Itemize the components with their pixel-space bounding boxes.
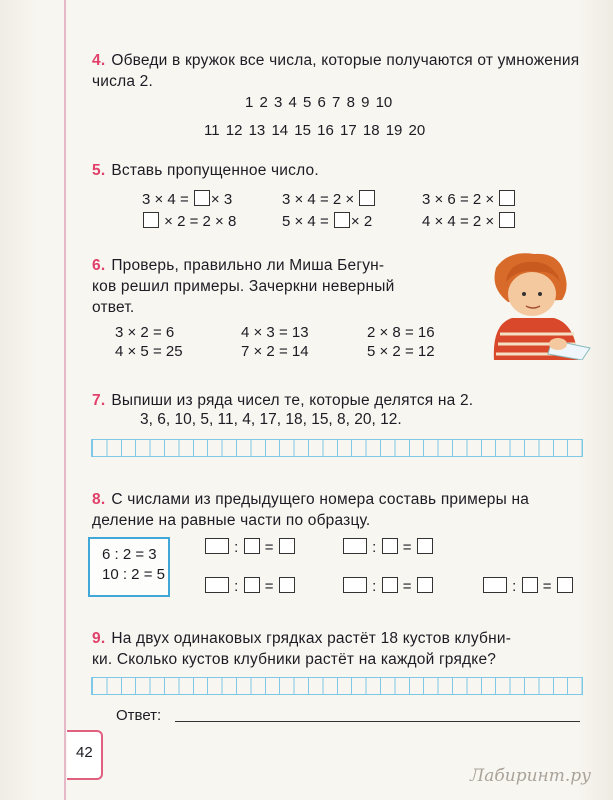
answer-box[interactable] bbox=[522, 577, 538, 593]
division-template: : = bbox=[482, 577, 574, 595]
answer-line[interactable] bbox=[175, 721, 580, 722]
task-4-row-1: 1 2 3 4 5 6 7 8 9 10 bbox=[245, 94, 393, 111]
task-4-number: 4. bbox=[92, 52, 106, 69]
answer-box[interactable] bbox=[343, 538, 367, 554]
task-5-example-2: 3 × 4 = 2 × bbox=[282, 190, 376, 208]
task-5-text: 5. Вставь пропущенное число. bbox=[92, 162, 319, 179]
task-6-example[interactable]: 4 × 5 = 25 bbox=[115, 343, 183, 360]
answer-box[interactable] bbox=[334, 212, 350, 228]
task-6-example[interactable]: 5 × 2 = 12 bbox=[367, 343, 435, 360]
page-number: 42 bbox=[76, 744, 93, 761]
sample-box: 6 : 2 = 3 10 : 2 = 5 bbox=[88, 537, 170, 597]
task-6-example[interactable]: 4 × 3 = 13 bbox=[241, 324, 309, 341]
task-6-example[interactable]: 3 × 2 = 6 bbox=[115, 324, 175, 341]
task-5-example-1: 3 × 4 = × 3 bbox=[142, 191, 233, 208]
answer-label: Ответ: bbox=[116, 707, 162, 724]
division-template: : = bbox=[204, 538, 296, 556]
answer-box[interactable] bbox=[483, 577, 507, 593]
answer-box[interactable] bbox=[499, 190, 515, 206]
boy-illustration bbox=[478, 248, 596, 360]
answer-box[interactable] bbox=[382, 538, 398, 554]
task-5-example-3: 3 × 6 = 2 × bbox=[422, 190, 516, 208]
answer-box[interactable] bbox=[205, 577, 229, 593]
task-5-example-6: 4 × 4 = 2 × bbox=[422, 212, 516, 230]
answer-box[interactable] bbox=[244, 538, 260, 554]
answer-box[interactable] bbox=[557, 577, 573, 593]
task-5-number: 5. bbox=[92, 162, 106, 179]
task-6-example[interactable]: 7 × 2 = 14 bbox=[241, 343, 309, 360]
task-6-example[interactable]: 2 × 8 = 16 bbox=[367, 324, 435, 341]
answer-box[interactable] bbox=[417, 538, 433, 554]
task-5-example-5: 5 × 4 = × 2 bbox=[282, 213, 373, 230]
watermark: Лабиринт.ру bbox=[470, 766, 591, 786]
task-9-text: 9. На двух одинаковых грядках растёт 18 кустов клубни- ки. Сколько кустов клубники растёт на каждой грядке? bbox=[92, 630, 512, 668]
task-4-text: 4. Обведи в кружок все числа, которые получаются от умножения числа 2. bbox=[92, 52, 580, 90]
margin-line bbox=[64, 0, 66, 800]
task-8-number: 8. bbox=[92, 491, 106, 508]
answer-box[interactable] bbox=[279, 538, 295, 554]
task-8-text: 8. С числами из предыдущего номера составь примеры на деление на равные части по образцу. bbox=[92, 491, 530, 529]
task-7-text: 7. Выпиши из ряда чисел те, которые делятся на 2. bbox=[92, 392, 474, 409]
answer-box[interactable] bbox=[244, 577, 260, 593]
answer-box[interactable] bbox=[417, 577, 433, 593]
answer-grid[interactable] bbox=[91, 439, 583, 457]
division-template: : = bbox=[204, 577, 296, 595]
task-4-row-2: 11 12 13 14 15 16 17 18 19 20 bbox=[204, 122, 426, 139]
answer-box[interactable] bbox=[279, 577, 295, 593]
task-9-number: 9. bbox=[92, 630, 106, 647]
answer-box[interactable] bbox=[194, 190, 210, 206]
answer-box[interactable] bbox=[143, 212, 159, 228]
division-template: : = bbox=[342, 538, 434, 556]
task-6-number: 6. bbox=[92, 257, 106, 274]
answer-box[interactable] bbox=[382, 577, 398, 593]
answer-box[interactable] bbox=[205, 538, 229, 554]
answer-box[interactable] bbox=[499, 212, 515, 228]
task-6-text: 6. Проверь, правильно ли Миша Бегун- ков решил примеры. Зачеркни неверный ответ. bbox=[92, 257, 395, 316]
answer-grid[interactable] bbox=[91, 677, 583, 695]
division-template: : = bbox=[342, 577, 434, 595]
answer-box[interactable] bbox=[343, 577, 367, 593]
task-5-example-4: × 2 = 2 × 8 bbox=[142, 212, 236, 230]
answer-box[interactable] bbox=[359, 190, 375, 206]
task-7-numbers: 3, 6, 10, 5, 11, 4, 17, 18, 15, 8, 20, 12. bbox=[140, 411, 402, 428]
task-7-number: 7. bbox=[92, 392, 106, 409]
